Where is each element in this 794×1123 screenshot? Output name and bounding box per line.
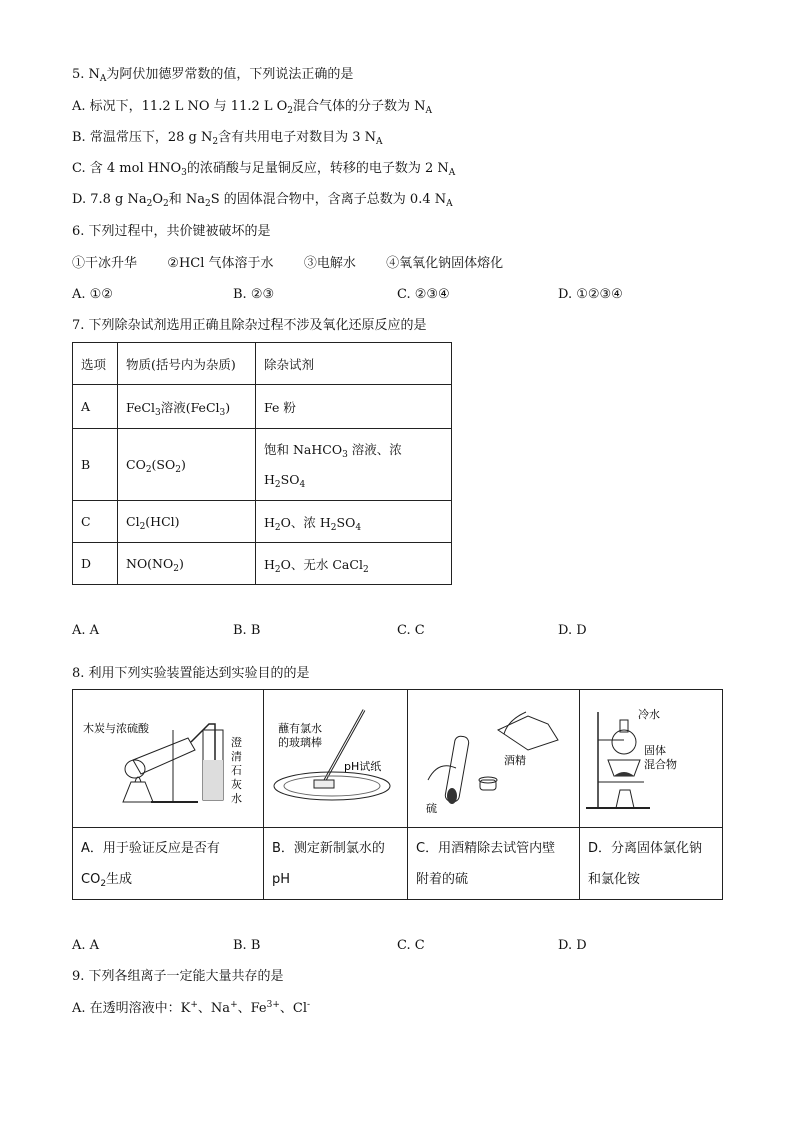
q7-option-c: C. C [397,623,425,638]
q7-row-b-reagent: 饱和 NaHCO$_3$ 溶液、浓 $H_2SO_4$ [256,429,452,501]
q8-table [72,689,723,900]
label-ph-paper: pH试纸 [344,760,382,773]
q7-option-d: D. D [558,623,587,638]
q5-option-d: D. 7.8 g $Na_2O_2$和 $Na_2S$ 的固体混合物中，含离子总数为 0.4 $N_A$ [72,192,453,209]
q7-row-a [73,385,452,429]
q8-caption-b: B．测定新制氯水的 pH [264,828,408,900]
q7-row-c-substance: $Cl_2(HCl)$ [118,501,256,543]
q8-caption-c: C．用酒精除去试管内壁 附着的硫 [408,828,580,900]
q8-figure-d [580,690,723,828]
q6-item-1: ①干冰升华 [72,256,138,271]
q7-row-d-substance: $NO(NO_2)$ [118,543,256,585]
q7-row-c-reagent: $H_2O$、浓 $H_2SO_4$ [256,501,452,543]
q7-row-c-option: C [73,501,118,543]
carbon-sulfuric-acid-apparatus [73,690,263,824]
q7-header-row [73,343,452,385]
q8-figure-row [73,690,723,828]
q7-row-d [73,543,452,585]
q5-option-c: C. 含 4 mol $HNO_3$的浓硝酸与足量铜反应，转移的电子数为 2 $N_A$ [72,161,456,178]
label-solid-mixture: 固体 [644,744,666,757]
q7-table [72,342,452,585]
svg-text:石: 石 [231,764,242,777]
q6-stem: 6. 下列过程中，共价键被破坏的是 [72,224,271,239]
label-carbon-sulfuric-acid: 木炭与浓硫酸 [83,722,149,735]
q9-stem: 9. 下列各组离子一定能大量共存的是 [72,969,284,984]
svg-text:澄: 澄 [231,736,242,749]
q8-stem: 8. 利用下列实验装置能达到实验目的的是 [72,666,310,681]
label-chlorine-rod: 蘸有氯水 [278,722,322,735]
q8-figure-c [408,690,580,828]
q7-row-a-option: A [73,385,118,429]
svg-text:混合物: 混合物 [644,758,677,771]
q8-option-b: B. B [233,938,261,953]
label-sulfur: 硫 [426,802,437,815]
q7-row-b-substance: $CO_2(SO_2)$ [118,429,256,501]
q6-option-b: B. ②③ [233,287,275,302]
svg-text:水: 水 [231,792,242,805]
q6-item-3: ③电解水 [303,256,356,271]
label-cold-water: 冷水 [638,708,660,721]
q7-header-reagent: 除杂试剂 [256,343,452,385]
q7-row-a-reagent: Fe 粉 [256,385,452,429]
sublimation-apparatus [580,690,722,824]
q8-option-d: D. D [558,938,587,953]
q6-item-2: ②HCl 气体溶于水 [167,256,274,271]
q7-row-c [73,501,452,543]
q7-row-d-option: D [73,543,118,585]
q7-row-a-substance: FeCl$_3$溶液(FeCl$_3$) [118,385,256,429]
q7-row-b [73,429,452,501]
q8-caption-row [73,828,723,900]
q8-option-c: C. C [397,938,425,953]
q9-option-a: A. 在透明溶液中：K+、Na+、$Fe^{3+}$、Cl- [72,1000,311,1016]
q8-caption-a: A．用于验证反应是否有 $CO_2$生成 [73,828,264,900]
q7-stem: 7. 下列除杂试剂选用正确且除杂过程不涉及氧化还原反应的是 [72,318,427,333]
svg-text:灰: 灰 [231,778,242,791]
q8-option-a: A. A [72,938,100,953]
q8-figure-a [73,690,264,828]
q5-option-a: A. 标况下，11.2 L NO 与 11.2 L $O_2$混合气体的分子数为 $N_A$ [72,99,433,116]
q6-item-4: ④氧氧化钠固体熔化 [386,256,504,271]
q5-option-b: B. 常温常压下，28 g $N_2$含有共用电子对数目为 3 $N_A$ [72,130,383,147]
svg-text:的玻璃棒: 的玻璃棒 [278,736,322,749]
q7-option-b: B. B [233,623,261,638]
q8-caption-d: D．分离固体氯化钠 和氯化铵 [580,828,723,900]
chlorine-water-ph-setup [264,690,407,824]
q7-option-a: A. A [72,623,100,638]
q8-figure-b [264,690,408,828]
alcohol-sulfur-setup [408,690,579,824]
q6-items [72,255,503,273]
svg-text:清: 清 [231,750,242,763]
q7-header-option: 选项 [73,343,118,385]
q6-option-c: C. ②③④ [397,287,450,302]
label-alcohol: 酒精 [504,754,526,767]
q7-row-b-option: B [73,429,118,501]
q6-option-a: A. ①② [72,287,113,302]
q6-option-d: D. ①②③④ [558,287,623,302]
q5-stem: 5. $N_A$为阿伏加德罗常数的值，下列说法正确的是 [72,67,354,84]
q7-row-d-reagent: $H_2O$、无水 CaCl$_2$ [256,543,452,585]
q7-header-substance: 物质(括号内为杂质) [118,343,256,385]
